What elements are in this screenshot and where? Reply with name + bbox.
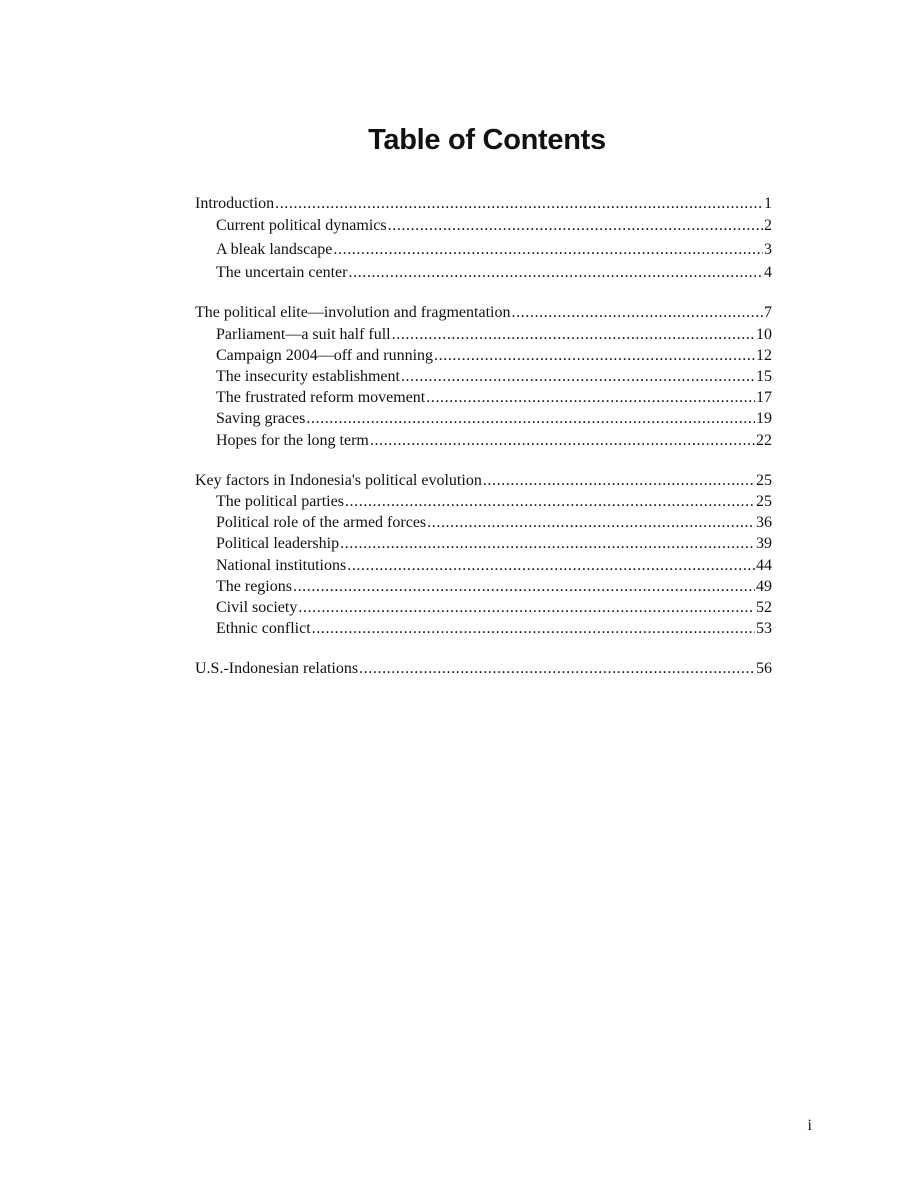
toc-subentry[interactable] xyxy=(195,533,772,554)
toc-entry-title: A bleak landscape xyxy=(216,241,333,259)
toc-entry[interactable] xyxy=(195,302,772,323)
toc-subentry[interactable] xyxy=(195,345,772,366)
toc-entry[interactable] xyxy=(195,470,772,491)
toc-subentry[interactable] xyxy=(195,366,772,387)
dot-leader xyxy=(434,345,755,366)
toc-entry-page: 52 xyxy=(756,599,772,617)
table-of-contents xyxy=(195,193,772,699)
toc-subentry[interactable] xyxy=(195,214,772,238)
toc-entry-page: 4 xyxy=(764,264,772,282)
toc-entry-page: 36 xyxy=(756,514,772,532)
dot-leader xyxy=(483,470,755,491)
dot-leader xyxy=(345,491,755,512)
dot-leader xyxy=(347,555,755,576)
toc-entry-page: 15 xyxy=(756,368,772,386)
toc-entry-title: Saving graces xyxy=(216,410,306,428)
toc-entry-title: Key factors in Indonesia's political evolution xyxy=(195,471,482,489)
toc-section-political-elite xyxy=(195,302,772,450)
toc-entry-title: Hopes for the long term xyxy=(216,431,369,449)
toc-entry[interactable] xyxy=(195,193,772,214)
toc-subentry[interactable] xyxy=(195,387,772,408)
toc-entry-title: The political parties xyxy=(216,493,344,511)
dot-leader xyxy=(370,430,755,451)
toc-entry-page: 25 xyxy=(756,493,772,511)
toc-subentry[interactable] xyxy=(195,555,772,576)
toc-entry-title: Current political dynamics xyxy=(216,217,387,235)
toc-entry-page: 10 xyxy=(756,325,772,343)
toc-entry-page: 2 xyxy=(764,217,772,235)
toc-entry-title: The regions xyxy=(216,577,292,595)
dot-leader xyxy=(401,366,755,387)
dot-leader xyxy=(426,387,755,408)
toc-subentry[interactable] xyxy=(195,324,772,345)
toc-subentry[interactable] xyxy=(195,597,772,618)
toc-subentry[interactable] xyxy=(195,491,772,512)
toc-subentry[interactable] xyxy=(195,576,772,597)
toc-entry-title: The frustrated reform movement xyxy=(216,389,426,407)
toc-subentry[interactable] xyxy=(195,262,772,283)
toc-entry-title: Parliament—a suit half full xyxy=(216,325,391,343)
dot-leader xyxy=(388,214,763,238)
dot-leader xyxy=(293,576,755,597)
page-number: i xyxy=(807,1117,812,1134)
toc-section-introduction xyxy=(195,193,772,283)
toc-entry-title: The political elite—involution and fragmentation xyxy=(195,304,511,322)
toc-entry-title: U.S.-Indonesian relations xyxy=(195,660,359,678)
toc-entry-title: Political role of the armed forces xyxy=(216,514,427,532)
toc-entry-title: The uncertain center xyxy=(216,264,348,282)
toc-entry-title: Campaign 2004—off and running xyxy=(216,346,434,364)
toc-entry-page: 39 xyxy=(756,535,772,553)
toc-subentry[interactable] xyxy=(195,408,772,429)
toc-section-us-indonesian-relations xyxy=(195,658,772,679)
toc-entry-page: 25 xyxy=(756,471,772,489)
toc-entry-page: 44 xyxy=(756,556,772,574)
dot-leader xyxy=(275,193,763,214)
toc-entry[interactable] xyxy=(195,658,772,679)
toc-entry-page: 19 xyxy=(756,410,772,428)
dot-leader xyxy=(427,512,755,533)
toc-entry-title: Introduction xyxy=(195,195,275,212)
toc-subentry[interactable] xyxy=(195,238,772,262)
dot-leader xyxy=(298,597,755,618)
toc-subentry[interactable] xyxy=(195,512,772,533)
toc-entry-title: National institutions xyxy=(216,556,347,574)
toc-entry-title: The insecurity establishment xyxy=(216,368,400,386)
dot-leader xyxy=(348,262,763,283)
toc-subentry[interactable] xyxy=(195,430,772,451)
toc-entry-title: Ethnic conflict xyxy=(216,620,311,638)
dot-leader xyxy=(359,658,755,679)
dot-leader xyxy=(392,324,755,345)
toc-entry-page: 56 xyxy=(756,660,772,678)
toc-subentry[interactable] xyxy=(195,618,772,639)
toc-entry-page: 12 xyxy=(756,346,772,364)
toc-entry-page: 22 xyxy=(756,431,772,449)
page-title: Table of Contents xyxy=(368,124,606,156)
dot-leader xyxy=(333,238,763,262)
toc-entry-page: 3 xyxy=(764,241,772,259)
toc-entry-title: Civil society xyxy=(216,599,298,617)
toc-section-key-factors xyxy=(195,470,772,640)
toc-entry-title: Political leadership xyxy=(216,535,340,553)
dot-leader xyxy=(511,302,763,323)
toc-entry-page: 53 xyxy=(756,620,772,638)
toc-entry-page: 7 xyxy=(764,304,772,322)
toc-entry-page: 17 xyxy=(756,389,772,407)
dot-leader xyxy=(312,618,755,639)
toc-entry-page: 49 xyxy=(756,577,772,595)
dot-leader xyxy=(306,408,755,429)
dot-leader xyxy=(340,533,755,554)
toc-entry-page: 1 xyxy=(764,195,772,212)
